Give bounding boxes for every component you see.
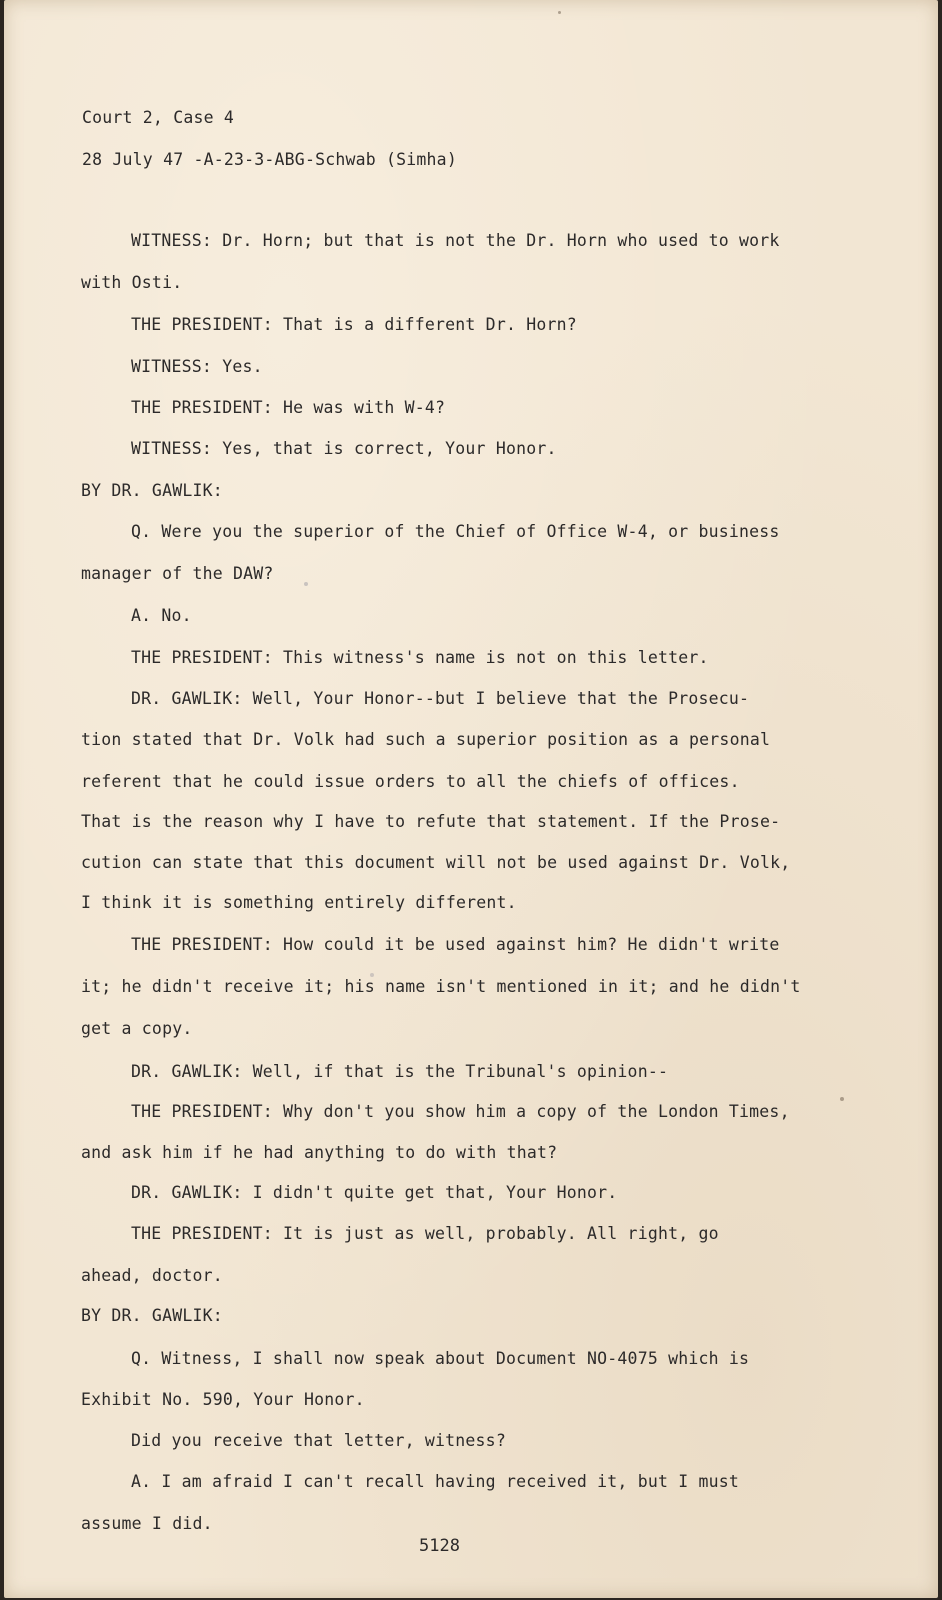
- transcript-line: A. I am afraid I can't recall having received it, but I must: [131, 1472, 740, 1491]
- transcript-line: I think it is something entirely different.: [81, 893, 517, 912]
- transcript-line: BY DR. GAWLIK:: [81, 1306, 223, 1325]
- transcript-line: BY DR. GAWLIK:: [81, 481, 223, 500]
- transcript-line: Exhibit No. 590, Your Honor.: [81, 1390, 365, 1409]
- transcript-line: Q. Witness, I shall now speak about Document NO-4075 which is: [131, 1349, 750, 1368]
- paper-speck: [558, 11, 561, 14]
- transcript-line: Q. Were you the superior of the Chief of Office W-4, or business: [131, 522, 780, 541]
- transcript-line: DR. GAWLIK: I didn't quite get that, Your Honor.: [131, 1183, 618, 1202]
- transcript-line: THE PRESIDENT: It is just as well, probably. All right, go: [131, 1224, 719, 1243]
- transcript-line: That is the reason why I have to refute that statement. If the Prose-: [81, 812, 781, 831]
- page-number: 5128: [419, 1536, 460, 1556]
- transcript-line: DR. GAWLIK: Well, if that is the Tribunal's opinion--: [131, 1062, 669, 1081]
- transcript-line: ahead, doctor.: [81, 1266, 223, 1285]
- document-page: [4, 0, 938, 1598]
- transcript-line: manager of the DAW?: [81, 564, 274, 583]
- transcript-line: and ask him if he had anything to do with that?: [81, 1143, 558, 1162]
- transcript-line: A. No.: [131, 606, 192, 625]
- transcript-line: assume I did.: [81, 1514, 213, 1533]
- transcript-line: THE PRESIDENT: That is a different Dr. Horn?: [131, 315, 577, 334]
- transcript-line: THE PRESIDENT: He was with W-4?: [131, 398, 446, 417]
- transcript-line: THE PRESIDENT: Why don't you show him a copy of the London Times,: [131, 1102, 790, 1121]
- transcript-line: referent that he could issue orders to all the chiefs of offices.: [81, 772, 740, 791]
- transcript-line: with Osti.: [81, 273, 183, 292]
- transcript-line: THE PRESIDENT: This witness's name is not on this letter.: [131, 648, 709, 667]
- transcript-line: DR. GAWLIK: Well, Your Honor--but I believe that the Prosecu-: [131, 689, 750, 708]
- transcript-line: it; he didn't receive it; his name isn't mentioned in it; and he didn't: [81, 977, 801, 996]
- court-case-header: Court 2, Case 4: [82, 108, 235, 127]
- transcript-line: WITNESS: Yes, that is correct, Your Honor.: [131, 439, 557, 458]
- transcript-line: get a copy.: [81, 1019, 193, 1038]
- paper-speck: [304, 582, 308, 586]
- paper-speck: [840, 1097, 844, 1101]
- transcript-line: tion stated that Dr. Volk had such a superior position as a personal: [81, 730, 771, 749]
- session-reference-header: 28 July 47 -A-23-3-ABG-Schwab (Simha): [82, 150, 457, 169]
- transcript-line: Did you receive that letter, witness?: [131, 1431, 506, 1450]
- transcript-line: WITNESS: Yes.: [131, 357, 263, 376]
- transcript-line: THE PRESIDENT: How could it be used against him? He didn't write: [131, 935, 780, 954]
- transcript-line: cution can state that this document will not be used against Dr. Volk,: [81, 853, 791, 872]
- transcript-line: WITNESS: Dr. Horn; but that is not the Dr. Horn who used to work: [131, 231, 780, 250]
- paper-speck: [370, 973, 374, 977]
